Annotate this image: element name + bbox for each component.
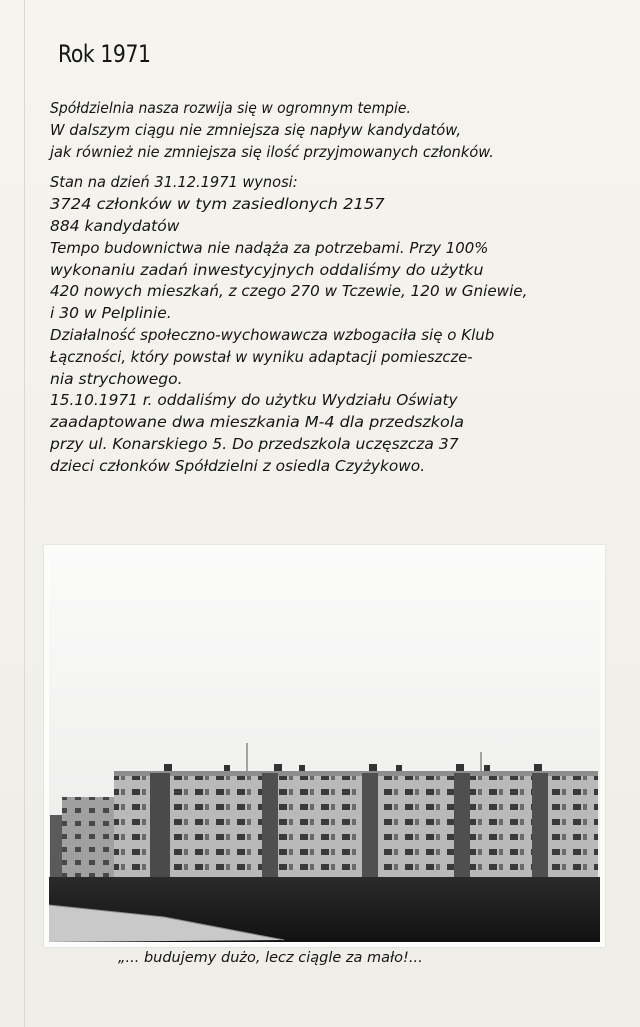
text-line: nia strychowego. [50, 369, 183, 388]
text-line: Spółdzielnia nasza rozwija się w ogromnym tempie. [50, 99, 411, 117]
text-line: wykonaniu zadań inwestycyjnych oddaliśmy do użytku [50, 260, 484, 279]
text-line: Tempo budownictwa nie nadąża za potrzebami. Przy 100% [50, 238, 489, 257]
text-line: 420 nowych mieszkań, z czego 270 w Tczewie, 120 w Gniewie, [50, 282, 528, 301]
text-line: Działalność społeczno-wychowawcza wzbogaciła się o Klub [50, 325, 495, 344]
text-line: zaadaptowane dwa mieszkania M-4 dla przedszkola [50, 413, 465, 432]
text-line: przy ul. Konarskiego 5. Do przedszkola uczęszcza 37 [50, 434, 459, 453]
apartment-blocks-image [44, 545, 605, 947]
page-heading: Rok 1971 [58, 40, 151, 68]
text-line: Łączności, który powstał w wyniku adaptacji pomieszcze- [50, 347, 473, 366]
building-photograph [44, 545, 605, 947]
text-line: jak również nie zmniejsza się ilość przyjmowanych członków. [50, 142, 494, 161]
page-crease [24, 0, 25, 1027]
text-line: 15.10.1971 r. oddaliśmy do użytku Wydziału Oświaty [50, 391, 458, 410]
photo-caption: „... budujemy dużo, lecz ciągle za mało!... [118, 950, 423, 966]
text-line: 3724 członków w tym zasiedlonych 2157 [50, 195, 385, 214]
text-line: 884 kandydatów [50, 216, 180, 235]
chronicle-text [50, 98, 620, 478]
text-line: i 30 w Pelplinie. [50, 304, 172, 323]
text-line: W dalszym ciągu nie zmniejsza się napływ kandydatów, [50, 120, 462, 139]
text-line: dzieci członków Spółdzielni z osiedla Czyżykowo. [50, 456, 426, 475]
text-line: Stan na dzień 31.12.1971 wynosi: [50, 173, 298, 192]
